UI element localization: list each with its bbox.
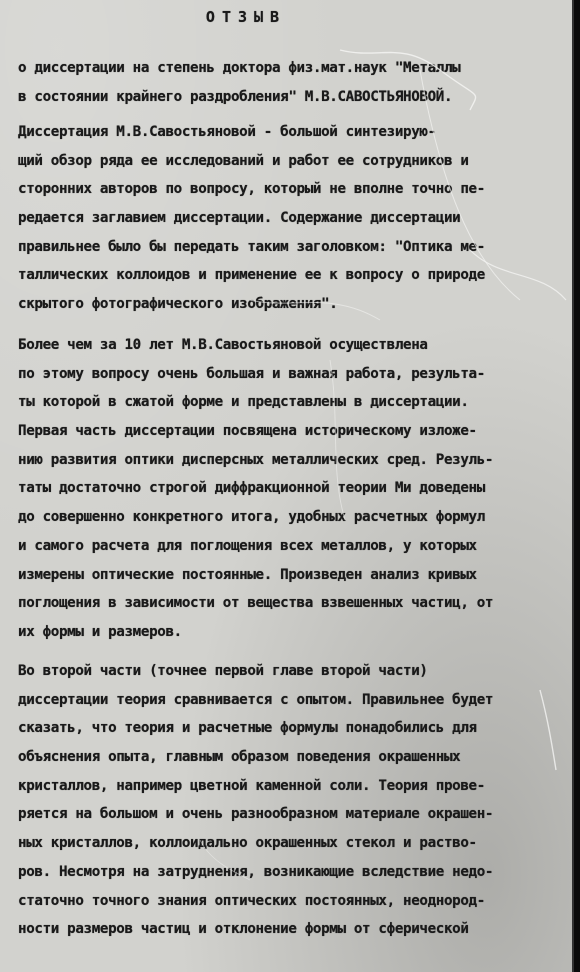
subject-line: в состоянии крайнего раздробления" М.В.САВОСТЬЯНОВОЙ. [18,88,453,105]
text-line: по этому вопросу очень большая и важная работа, результа- [18,365,485,382]
paragraph-1 [18,118,485,319]
text-line: Во второй части (точнее первой главе второй части) [18,663,428,679]
text-line: щий обзор ряда ее исследований и работ ее сотрудников и [18,152,469,169]
text-line: ряется на большом и очень разнообразном материале окрашен- [18,806,494,823]
text-line: Первая часть диссертации посвящена историческому изложе- [18,423,477,440]
text-line: скрытого фотографического изображения". [18,296,338,313]
text-line: поглощения в зависимости от вещества взвешенных частиц, от [18,595,494,612]
text-line: статочно точного знания оптических постоянных, неоднород- [18,892,485,909]
text-line: ности размеров частиц и отклонение формы от сферической [18,921,469,938]
text-line: сказать, что теория и расчетные формулы понадобились для [18,720,477,737]
text-line: их формы и размеров. [18,623,182,640]
text-line: кристаллов, например цветной каменной соли. Теория прове- [18,777,485,794]
text-line: объяснения опыта, главным образом поведения окрашенных [18,749,461,766]
text-line: Более чем за 10 лет М.В.Савостьяновой осуществлена [18,337,428,353]
text-line: ты которой в сжатой форме и представлены в диссертации. [18,394,469,411]
text-line: таты достаточно строгой диффракционной теории Ми доведены [18,480,485,497]
document-subject [18,54,460,111]
text-line: ров. Несмотря на затруднения, возникающие вследствие недо- [18,863,494,880]
text-line: редается заглавием диссертации. Содержание диссертации [18,210,461,227]
text-line: диссертации теория сравнивается с опытом. Правильнее будет [18,691,494,708]
text-line: нию развития оптики дисперсных металлических сред. Резуль- [18,451,494,468]
document-heading: ОТЗЫВ [205,8,287,26]
text-line: таллических коллоидов и применение ее к вопросу о природе [18,267,485,284]
text-line: правильнее было бы передать таким заголовком: "Оптика ме- [18,238,485,255]
text-line: измерены оптические постоянные. Произведен анализ кривых [18,566,477,583]
subject-line: о диссертации на степень доктора физ.мат.наук "Металлы [18,60,461,76]
paragraph-2 [18,331,493,647]
text-line: и самого расчета для поглощения всех металлов, у которых [18,537,477,554]
text-line: до совершенно конкретного итога, удобных расчетных формул [18,509,485,526]
text-line: Диссертация М.В.Савостьяновой - большой синтезирую- [18,124,436,140]
text-line: сторонних авторов по вопросу, который не вполне точно пе- [18,181,485,198]
paragraph-3 [18,657,493,944]
text-line: ных кристаллов, коллоидально окрашенных стекол и раство- [18,835,477,852]
